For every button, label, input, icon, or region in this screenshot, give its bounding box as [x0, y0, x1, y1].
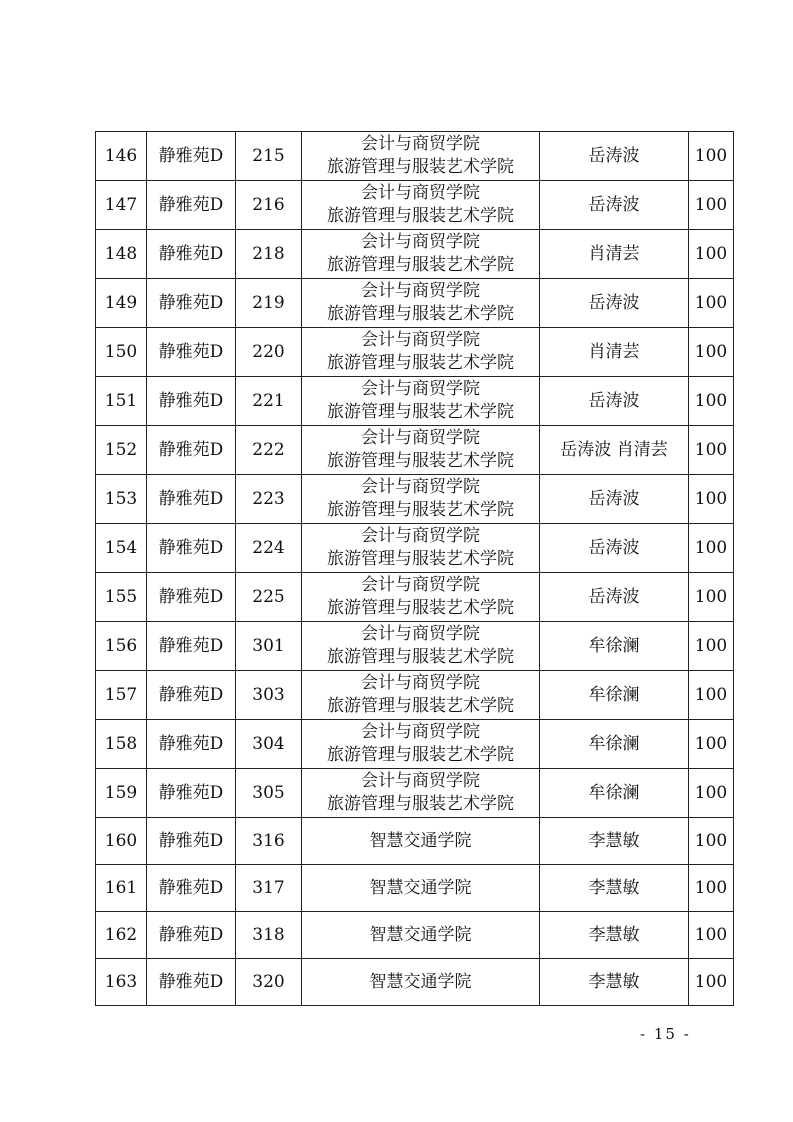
- college-line: 会计与商贸学院: [361, 526, 480, 546]
- college-cell: [302, 328, 540, 377]
- college-cell: [302, 475, 540, 524]
- row-number-cell: 157: [96, 671, 147, 720]
- table-row: [96, 818, 734, 865]
- room-cell: 221: [236, 377, 302, 426]
- building-cell: 静雅苑D: [147, 426, 236, 475]
- row-number-cell: 158: [96, 720, 147, 769]
- table-row: [96, 475, 734, 524]
- college-line: 旅游管理与服装艺术学院: [327, 255, 514, 275]
- row-number-cell: 155: [96, 573, 147, 622]
- teacher-cell: 牟徐澜: [540, 769, 689, 818]
- table-row: [96, 426, 734, 475]
- building-cell: 静雅苑D: [147, 720, 236, 769]
- college-line: 智慧交通学院: [369, 877, 472, 898]
- score-cell: 100: [689, 959, 734, 1006]
- building-cell: 静雅苑D: [147, 622, 236, 671]
- row-number-cell: 152: [96, 426, 147, 475]
- room-cell: 216: [236, 181, 302, 230]
- room-cell: 317: [236, 865, 302, 912]
- table-row: [96, 959, 734, 1006]
- teacher-cell: 牟徐澜: [540, 622, 689, 671]
- row-number-cell: 149: [96, 279, 147, 328]
- college-line: 旅游管理与服装艺术学院: [327, 304, 514, 324]
- teacher-cell: 李慧敏: [540, 818, 689, 865]
- room-cell: 301: [236, 622, 302, 671]
- table-row: [96, 279, 734, 328]
- college-cell: [302, 377, 540, 426]
- college-line: 旅游管理与服装艺术学院: [327, 157, 514, 177]
- college-cell: [302, 573, 540, 622]
- score-cell: 100: [689, 720, 734, 769]
- college-line: 会计与商贸学院: [361, 673, 480, 693]
- college-line: 旅游管理与服装艺术学院: [327, 500, 514, 520]
- row-number-cell: 160: [96, 818, 147, 865]
- room-cell: 318: [236, 912, 302, 959]
- table-row: [96, 622, 734, 671]
- college-line: 会计与商贸学院: [361, 330, 480, 350]
- score-cell: 100: [689, 865, 734, 912]
- college-cell: [302, 912, 540, 959]
- college-line: 智慧交通学院: [369, 830, 472, 851]
- score-cell: 100: [689, 671, 734, 720]
- college-line: 会计与商贸学院: [361, 183, 480, 203]
- row-number-cell: 154: [96, 524, 147, 573]
- college-cell: [302, 769, 540, 818]
- teacher-cell: 李慧敏: [540, 959, 689, 1006]
- score-cell: 100: [689, 279, 734, 328]
- college-cell: [302, 524, 540, 573]
- room-cell: 316: [236, 818, 302, 865]
- college-line: 会计与商贸学院: [361, 771, 480, 791]
- building-cell: 静雅苑D: [147, 475, 236, 524]
- building-cell: 静雅苑D: [147, 818, 236, 865]
- college-line: 会计与商贸学院: [361, 575, 480, 595]
- row-number-cell: 148: [96, 230, 147, 279]
- college-cell: [302, 865, 540, 912]
- row-number-cell: 159: [96, 769, 147, 818]
- room-cell: 320: [236, 959, 302, 1006]
- room-cell: 218: [236, 230, 302, 279]
- row-number-cell: 147: [96, 181, 147, 230]
- college-line: 旅游管理与服装艺术学院: [327, 353, 514, 373]
- page-number: - 15 -: [640, 1025, 691, 1043]
- table-row: [96, 720, 734, 769]
- table-row: [96, 377, 734, 426]
- college-cell: [302, 230, 540, 279]
- score-cell: 100: [689, 769, 734, 818]
- row-number-cell: 153: [96, 475, 147, 524]
- college-cell: [302, 426, 540, 475]
- score-cell: 100: [689, 818, 734, 865]
- college-line: 旅游管理与服装艺术学院: [327, 794, 514, 814]
- score-cell: 100: [689, 328, 734, 377]
- college-line: 会计与商贸学院: [361, 428, 480, 448]
- teacher-cell: 岳涛波: [540, 132, 689, 181]
- score-cell: 100: [689, 573, 734, 622]
- building-cell: 静雅苑D: [147, 671, 236, 720]
- college-cell: [302, 818, 540, 865]
- college-line: 旅游管理与服装艺术学院: [327, 549, 514, 569]
- table-row: [96, 230, 734, 279]
- college-line: 旅游管理与服装艺术学院: [327, 206, 514, 226]
- room-cell: 220: [236, 328, 302, 377]
- score-cell: 100: [689, 230, 734, 279]
- teacher-cell: 岳涛波: [540, 573, 689, 622]
- room-cell: 215: [236, 132, 302, 181]
- college-cell: [302, 622, 540, 671]
- row-number-cell: 161: [96, 865, 147, 912]
- college-line: 旅游管理与服装艺术学院: [327, 696, 514, 716]
- building-cell: 静雅苑D: [147, 573, 236, 622]
- score-cell: 100: [689, 475, 734, 524]
- teacher-cell: 肖清芸: [540, 230, 689, 279]
- college-line: 会计与商贸学院: [361, 134, 480, 154]
- building-cell: 静雅苑D: [147, 230, 236, 279]
- teacher-cell: 岳涛波: [540, 524, 689, 573]
- teacher-cell: 岳涛波 肖清芸: [540, 426, 689, 475]
- score-cell: 100: [689, 132, 734, 181]
- dormitory-score-table: [95, 131, 734, 1006]
- building-cell: 静雅苑D: [147, 132, 236, 181]
- college-line: 会计与商贸学院: [361, 722, 480, 742]
- college-cell: [302, 181, 540, 230]
- score-cell: 100: [689, 622, 734, 671]
- teacher-cell: 李慧敏: [540, 865, 689, 912]
- building-cell: 静雅苑D: [147, 524, 236, 573]
- row-number-cell: 163: [96, 959, 147, 1006]
- table-row: [96, 328, 734, 377]
- room-cell: 219: [236, 279, 302, 328]
- college-line: 会计与商贸学院: [361, 232, 480, 252]
- row-number-cell: 162: [96, 912, 147, 959]
- table-row: [96, 769, 734, 818]
- college-line: 旅游管理与服装艺术学院: [327, 451, 514, 471]
- college-line: 会计与商贸学院: [361, 477, 480, 497]
- room-cell: 224: [236, 524, 302, 573]
- teacher-cell: 肖清芸: [540, 328, 689, 377]
- teacher-cell: 牟徐澜: [540, 671, 689, 720]
- table-body: [96, 132, 734, 1006]
- room-cell: 223: [236, 475, 302, 524]
- teacher-cell: 岳涛波: [540, 279, 689, 328]
- college-line: 智慧交通学院: [369, 924, 472, 945]
- room-cell: 305: [236, 769, 302, 818]
- row-number-cell: 151: [96, 377, 147, 426]
- college-line: 会计与商贸学院: [361, 281, 480, 301]
- row-number-cell: 146: [96, 132, 147, 181]
- college-cell: [302, 132, 540, 181]
- college-line: 智慧交通学院: [369, 971, 472, 992]
- score-cell: 100: [689, 181, 734, 230]
- college-line: 会计与商贸学院: [361, 379, 480, 399]
- building-cell: 静雅苑D: [147, 181, 236, 230]
- score-cell: 100: [689, 524, 734, 573]
- building-cell: 静雅苑D: [147, 328, 236, 377]
- teacher-cell: 岳涛波: [540, 181, 689, 230]
- college-line: 旅游管理与服装艺术学院: [327, 598, 514, 618]
- college-cell: [302, 720, 540, 769]
- teacher-cell: 岳涛波: [540, 475, 689, 524]
- college-line: 旅游管理与服装艺术学院: [327, 402, 514, 422]
- college-line: 会计与商贸学院: [361, 624, 480, 644]
- table-row: [96, 671, 734, 720]
- table-row: [96, 132, 734, 181]
- building-cell: 静雅苑D: [147, 279, 236, 328]
- score-cell: 100: [689, 377, 734, 426]
- table-row: [96, 912, 734, 959]
- room-cell: 222: [236, 426, 302, 475]
- row-number-cell: 150: [96, 328, 147, 377]
- room-cell: 225: [236, 573, 302, 622]
- room-cell: 304: [236, 720, 302, 769]
- teacher-cell: 岳涛波: [540, 377, 689, 426]
- table-row: [96, 865, 734, 912]
- table-row: [96, 524, 734, 573]
- building-cell: 静雅苑D: [147, 959, 236, 1006]
- row-number-cell: 156: [96, 622, 147, 671]
- teacher-cell: 李慧敏: [540, 912, 689, 959]
- college-line: 旅游管理与服装艺术学院: [327, 745, 514, 765]
- score-cell: 100: [689, 426, 734, 475]
- college-line: 旅游管理与服装艺术学院: [327, 647, 514, 667]
- building-cell: 静雅苑D: [147, 377, 236, 426]
- building-cell: 静雅苑D: [147, 865, 236, 912]
- table-row: [96, 181, 734, 230]
- building-cell: 静雅苑D: [147, 912, 236, 959]
- college-cell: [302, 959, 540, 1006]
- building-cell: 静雅苑D: [147, 769, 236, 818]
- table-row: [96, 573, 734, 622]
- college-cell: [302, 671, 540, 720]
- college-cell: [302, 279, 540, 328]
- score-cell: 100: [689, 912, 734, 959]
- teacher-cell: 牟徐澜: [540, 720, 689, 769]
- room-cell: 303: [236, 671, 302, 720]
